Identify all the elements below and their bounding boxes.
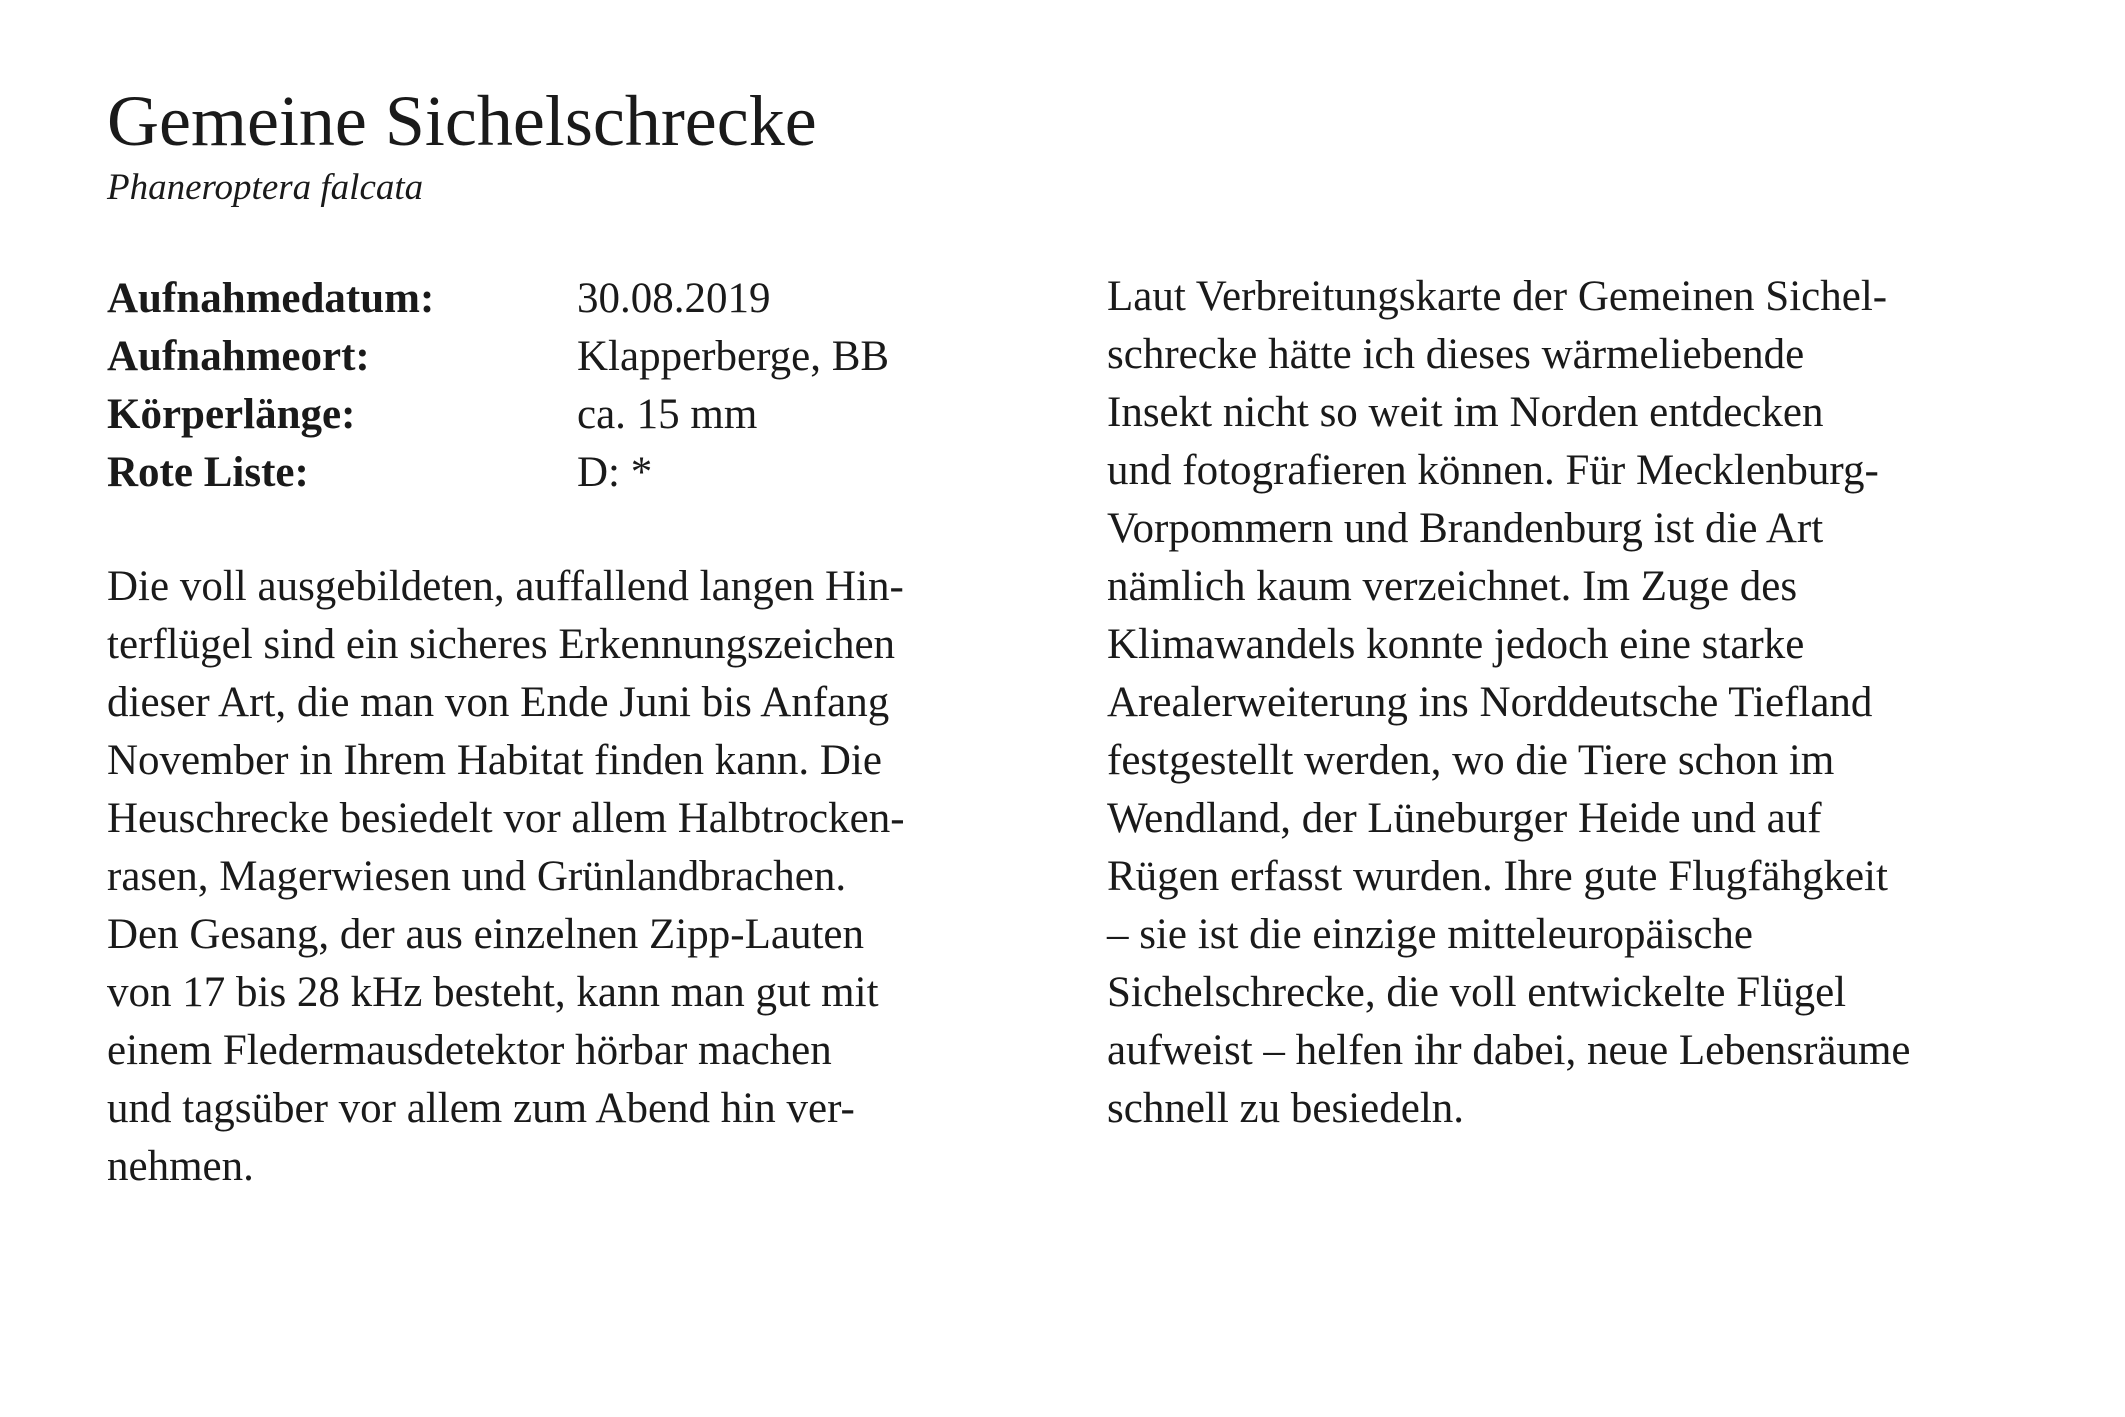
text-line: Sichelschrecke, die voll entwickelte Flügel (1107, 969, 1847, 1016)
text-line: Insekt nicht so weit im Norden entdecken (1107, 389, 1824, 436)
text-line: Vorpommern und Brandenburg ist die Art (1107, 505, 1824, 552)
text-line: einem Fledermausdetektor hörbar machen (107, 1027, 832, 1074)
text-line: Wendland, der Lüneburger Heide und auf (1107, 795, 1822, 842)
fact-value: ca. 15 mm (577, 391, 758, 438)
fact-value: 30.08.2019 (577, 275, 771, 322)
facts-table (107, 270, 1007, 502)
text-line: von 17 bis 28 kHz besteht, kann man gut mit (107, 969, 879, 1016)
text-line: schrecke hätte ich dieses wärmeliebende (1107, 331, 1805, 378)
text-line: aufweist – helfen ihr dabei, neue Lebensräume (1107, 1027, 1911, 1074)
text-line: November in Ihrem Habitat finden kann. Die (107, 737, 882, 784)
fact-value: Klapperberge, BB (577, 333, 890, 380)
text-line: Klimawandels konnte jedoch eine starke (1107, 621, 1805, 668)
text-line: Heuschrecke besiedelt vor allem Halbtrocken- (107, 795, 905, 842)
text-line: und fotografieren können. Für Mecklenburg- (1107, 447, 1879, 494)
text-line: und tagsüber vor allem zum Abend hin ver- (107, 1085, 855, 1132)
text-line: nehmen. (107, 1143, 254, 1190)
left-text-column (107, 558, 1027, 1196)
page-title: Gemeine Sichelschrecke (107, 81, 817, 161)
text-line: Den Gesang, der aus einzelnen Zipp-Lauten (107, 911, 864, 958)
fact-row-location (107, 328, 1007, 386)
text-line: nämlich kaum verzeichnet. Im Zuge des (1107, 563, 1798, 610)
text-line: dieser Art, die man von Ende Juni bis Anfang (107, 679, 890, 726)
text-line: rasen, Magerwiesen und Grünlandbrachen. (107, 853, 847, 900)
text-line: Die voll ausgebildeten, auffallend langen Hin- (107, 563, 904, 610)
text-line: – sie ist die einzige mitteleuropäische (1107, 911, 1753, 958)
fact-label: Aufnahmeort: (107, 333, 370, 380)
fact-value: D: * (577, 449, 653, 496)
text-line: schnell zu besiedeln. (1107, 1085, 1465, 1132)
right-text-column (1107, 268, 2087, 1138)
text-line: Arealerweiterung ins Norddeutsche Tiefland (1107, 679, 1873, 726)
fact-row-red-list (107, 444, 1007, 502)
text-line: festgestellt werden, wo die Tiere schon im (1107, 737, 1835, 784)
text-line: Rügen erfasst wurden. Ihre gute Flugfähgkeit (1107, 853, 1888, 900)
fact-label: Aufnahmedatum: (107, 275, 435, 322)
scientific-name: Phaneroptera falcata (107, 167, 424, 208)
text-line: terflügel sind ein sicheres Erkennungszeichen (107, 621, 896, 668)
text-line: Laut Verbreitungskarte der Gemeinen Sichel- (1107, 273, 1888, 320)
fact-row-date (107, 270, 1007, 328)
fact-row-body-length (107, 386, 1007, 444)
fact-label: Körperlänge: (107, 391, 356, 438)
fact-label: Rote Liste: (107, 449, 309, 496)
